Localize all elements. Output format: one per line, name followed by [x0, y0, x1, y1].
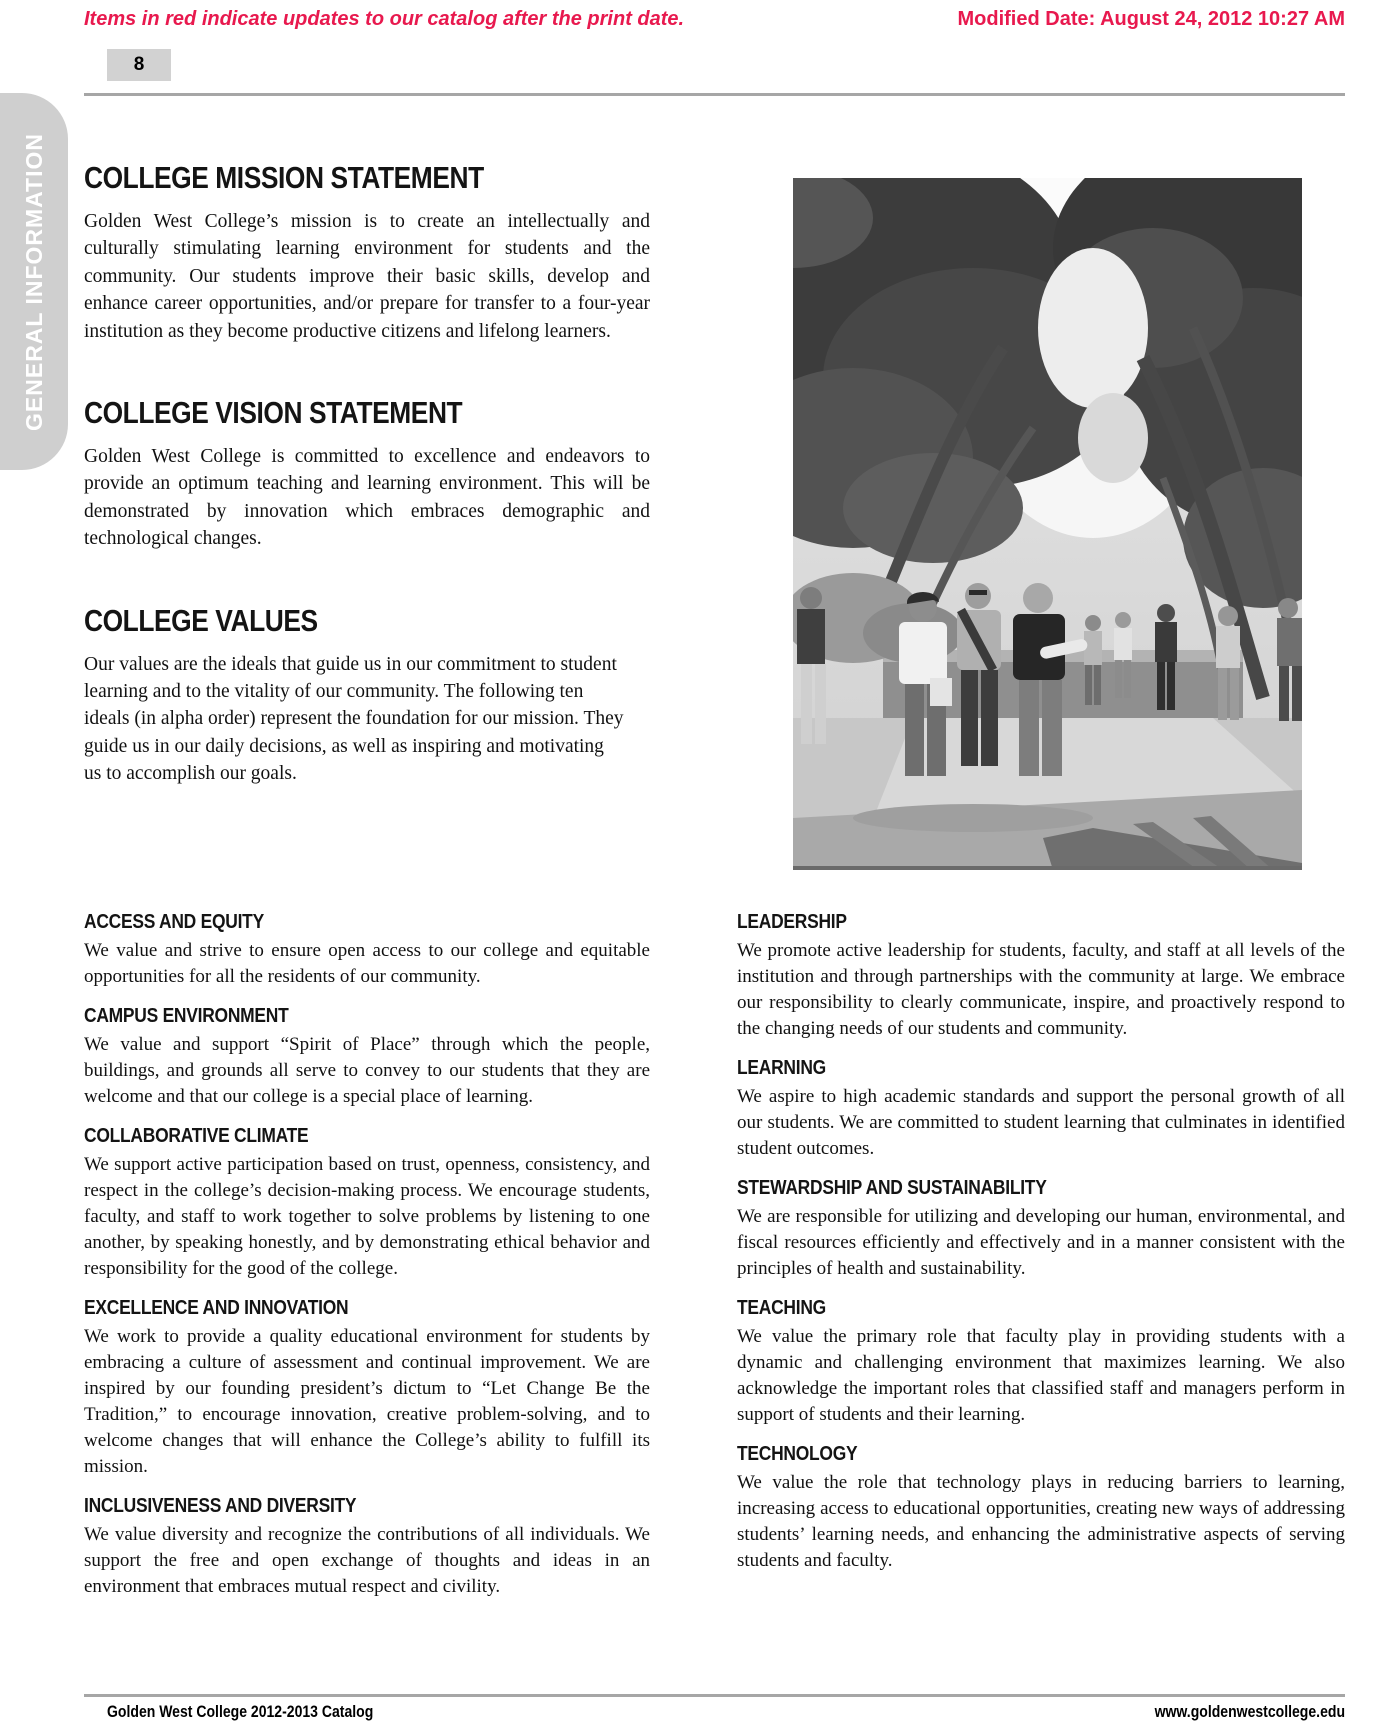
value-heading: TEACHING: [737, 1296, 826, 1319]
footer-catalog-title: Golden West College 2012-2013 Catalog: [107, 1703, 374, 1721]
section-title: COLLEGE MISSION STATEMENT: [84, 160, 484, 195]
value-body: We value diversity and recognize the contributions of all individuals. We support the free and open exchange of thoughts and ideas in an environment that embraces mutual respect and civility.: [84, 1524, 650, 1597]
value-heading: STEWARDSHIP AND SUSTAINABILITY: [737, 1176, 1047, 1199]
top-divider: [84, 93, 1345, 96]
section-body: Golden West College’s mission is to create an intellectually and culturally stimulating learning environment for students and the community. Our students improve their basic skills, develop and enhance career opportunities, and/or prepare for transfer to a four-year institution as they become productive citizens and lifelong learners.: [84, 211, 650, 342]
value-heading: CAMPUS ENVIRONMENT: [84, 1004, 289, 1027]
value-item-access-and-equity: [84, 910, 650, 990]
main-left-column: [84, 160, 650, 838]
section-title: COLLEGE VALUES: [84, 602, 318, 638]
value-item-excellence-and-innovation: [84, 1296, 650, 1480]
value-body: We promote active leadership for students, faculty, and staff at all levels of the institution and through partnerships with the community at large. We embrace our responsibility to clearly communicate, inspire, and proactively respond to the changing needs of our students and community.: [737, 940, 1345, 1039]
section-college-mission: [84, 160, 650, 345]
section-body: Golden West College is committed to excellence and endeavors to provide an optimum teaching and learning environment. This will be demonstrated by innovation which embraces demographic and technological changes.: [84, 446, 650, 550]
value-body: We value the primary role that faculty play in providing students with a dynamic and challenging environment that maximizes learning. We also acknowledge the important roles that classified staff and managers perform in support of students and their learning.: [737, 1326, 1345, 1425]
value-heading: COLLABORATIVE CLIMATE: [84, 1124, 309, 1147]
value-item-campus-environment: [84, 1004, 650, 1110]
value-body: We work to provide a quality educational environment for students by embracing a culture of assessment and continual improvement. We are inspired by our founding president’s dictum to “Let Change Be the Tradition,” to encourage innovation, creative problem-solving, and to welcome changes that will enhance the College’s ability to fulfill its mission.: [84, 1326, 650, 1477]
value-heading: INCLUSIVENESS AND DIVERSITY: [84, 1494, 357, 1517]
section-body: Our values are the ideals that guide us in our commitment to student learning and to the vitality of our community. The following ten ideals (in alpha order) represent the foundation for our mission. They guide us in our daily decisions, as well as inspiring and motivating us to accomplish our goals.: [84, 653, 624, 785]
value-heading: TECHNOLOGY: [737, 1442, 858, 1465]
sidebar-tab-label: GENERAL INFORMATION: [20, 132, 47, 431]
value-body: We value and support “Spirit of Place” through which the people, buildings, and grounds all serve to convey to our students that they are welcome and that our college is a special place of learning.: [84, 1034, 650, 1107]
value-item-stewardship-and-sustainability: [737, 1176, 1345, 1282]
value-item-teaching: [737, 1296, 1345, 1428]
value-body: We value the role that technology plays in reducing barriers to learning, increasing access to educational opportunities, creating new ways of addressing students’ learning needs, and enhancing the administrative aspects of serving students and faculty.: [737, 1472, 1345, 1571]
footer-website-url: www.goldenwestcollege.edu: [1154, 1703, 1345, 1721]
value-body: We aspire to high academic standards and support the personal growth of all our students. We are committed to student learning that culminates in identified student outcomes.: [737, 1086, 1345, 1159]
campus-photo-illustration: [793, 178, 1302, 870]
value-heading: LEADERSHIP: [737, 910, 847, 933]
campus-photo: [793, 178, 1302, 870]
value-heading: LEARNING: [737, 1056, 826, 1079]
value-item-technology: [737, 1442, 1345, 1574]
values-column-left: [84, 910, 650, 1614]
value-item-leadership: [737, 910, 1345, 1042]
red-update-note: Items in red indicate updates to our catalog after the print date.: [84, 8, 685, 30]
value-heading: ACCESS AND EQUITY: [84, 910, 264, 933]
section-college-vision: [84, 395, 650, 553]
page-number-badge: 8: [107, 49, 171, 81]
value-body: We support active participation based on trust, openness, consistency, and respect in the college’s decision-making process. We encourage students, faculty, and staff to work together to solve problems by listening to one another, by speaking honestly, and by demonstrating ethical behavior and responsibility for the good of the college.: [84, 1154, 650, 1279]
footer-divider: [84, 1694, 1345, 1697]
modified-date: Modified Date: August 24, 2012 10:27 AM: [957, 8, 1345, 30]
value-heading: EXCELLENCE AND INNOVATION: [84, 1296, 349, 1319]
section-college-values: [84, 603, 650, 788]
value-item-learning: [737, 1056, 1345, 1162]
section-title: COLLEGE VISION STATEMENT: [84, 395, 463, 431]
values-column-right: [737, 910, 1345, 1588]
value-item-inclusiveness-and-diversity: [84, 1494, 650, 1600]
value-body: We value and strive to ensure open access to our college and equitable opportunities for all the residents of our community.: [84, 940, 650, 987]
sidebar-tab-general-information: [0, 93, 68, 470]
value-body: We are responsible for utilizing and developing our human, environmental, and fiscal resources efficiently and effectively and in a manner consistent with the principles of health and sustainability.: [737, 1206, 1345, 1279]
value-item-collaborative-climate: [84, 1124, 650, 1282]
